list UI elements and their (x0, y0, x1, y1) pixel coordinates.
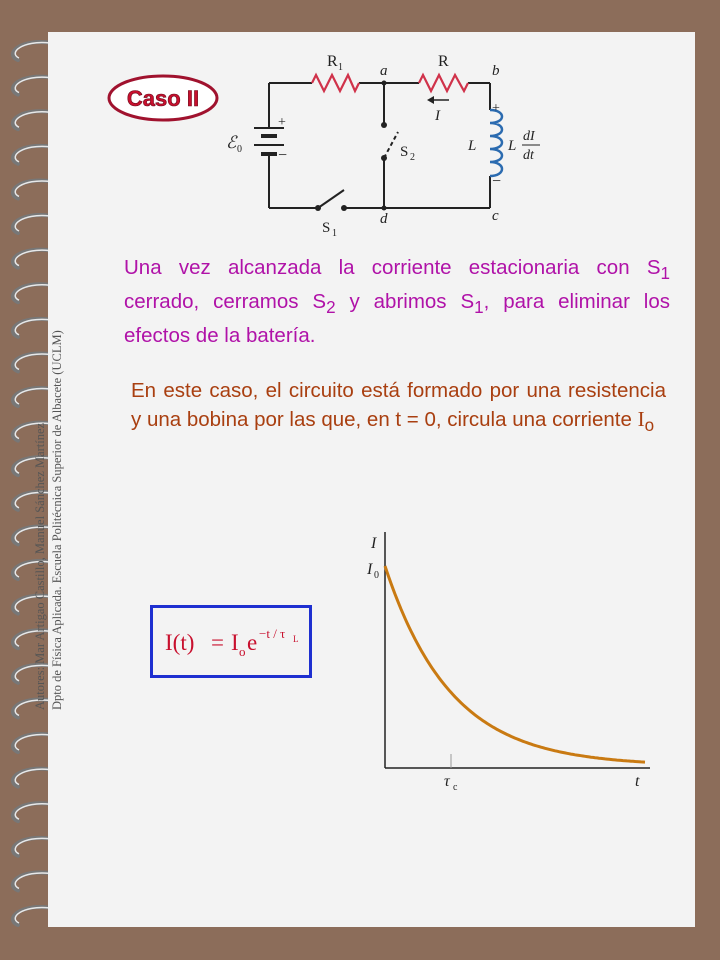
node-d-dot (382, 206, 387, 211)
paragraph-intro-part1: Una vez alcanzada la corriente estacionaria con S (124, 256, 661, 279)
paragraph-case (131, 377, 666, 440)
node-a-label: a (380, 63, 388, 79)
emf-label-sub: 0 (237, 144, 242, 155)
current-arrow-icon (427, 96, 449, 104)
author-credits-line2: Dpto de Física Aplicada. Escuela Politécnica Superior de Albacete (UCLM) (50, 330, 64, 710)
battery-minus-label: − (278, 147, 288, 164)
author-credits-line1: Autores: Mar Artigao Castillo, Manuel Sánchez Martínez (33, 422, 47, 710)
r1-label-sub: 1 (338, 62, 343, 73)
caso-badge-label: Caso II (126, 86, 200, 111)
formula-equals: = (211, 630, 224, 655)
inductor-minus-label: − (492, 173, 502, 190)
switch-s1-icon (315, 190, 347, 211)
node-c-label: c (492, 208, 499, 224)
paragraph-intro-part4: , para eliminar los efectos de la batería. (124, 290, 671, 348)
inductor-icon (490, 110, 502, 176)
paragraph-case-io-sub: o (644, 416, 655, 436)
formula-exponent: −t / τ (259, 626, 286, 641)
resistor-r (419, 75, 468, 91)
paragraph-intro-sub3: 1 (474, 298, 484, 318)
caso-badge (106, 73, 220, 123)
paragraph-case-io: I (637, 407, 645, 431)
formula-e: e (247, 630, 258, 655)
s2-label: S (400, 144, 409, 160)
resistor-r1 (312, 75, 359, 91)
inductor-label: L (468, 138, 477, 154)
formula-box (150, 605, 312, 678)
didt-denominator: dt (523, 148, 534, 163)
formula-lhs: I(t) (165, 630, 195, 655)
r1-label: R (327, 53, 338, 70)
y-axis-label: I (371, 535, 377, 552)
paragraph-intro-sub2: 2 (326, 298, 336, 318)
paragraph-intro-part2: cerrado, cerramos S (124, 290, 327, 314)
y0-label-sub: 0 (374, 570, 379, 581)
switch-s2-icon (381, 122, 398, 161)
s1-label: S (322, 220, 331, 236)
node-d-label: d (380, 211, 388, 227)
formula-io-sub: o (239, 644, 246, 659)
didt-numerator: dI (523, 129, 535, 144)
current-label: I (435, 108, 440, 124)
x-axis-label: t (635, 773, 640, 790)
formula-io: I (231, 630, 239, 655)
paragraph-intro-sub1: 1 (660, 264, 670, 284)
paragraph-intro-part3: y abrimos S (335, 290, 475, 314)
inductor-plus-label: + (492, 101, 500, 116)
node-a-dot (382, 81, 387, 86)
didt-l-label: L (508, 138, 517, 154)
paragraph-intro (124, 254, 670, 350)
current-decay-graph (355, 520, 655, 800)
decay-curve (385, 566, 645, 762)
tau-label-sub: c (453, 782, 458, 793)
emf-label: ℰ (226, 133, 237, 152)
battery-plus-label: + (278, 115, 286, 130)
author-credits (33, 300, 64, 800)
y0-label: I (367, 561, 373, 578)
s1-label-sub: 1 (332, 228, 337, 238)
paragraph-case-text: En este caso, el circuito está formado por una resistencia y una bobina por las que, en t = 0, circula una corriente (131, 379, 666, 431)
rl-circuit-diagram (224, 48, 554, 238)
s2-label-sub: 2 (410, 152, 415, 163)
node-b-label: b (492, 63, 500, 79)
r-label: R (438, 53, 449, 70)
formula-exponent-sub: L (293, 634, 299, 644)
tau-label: τ (444, 773, 450, 790)
